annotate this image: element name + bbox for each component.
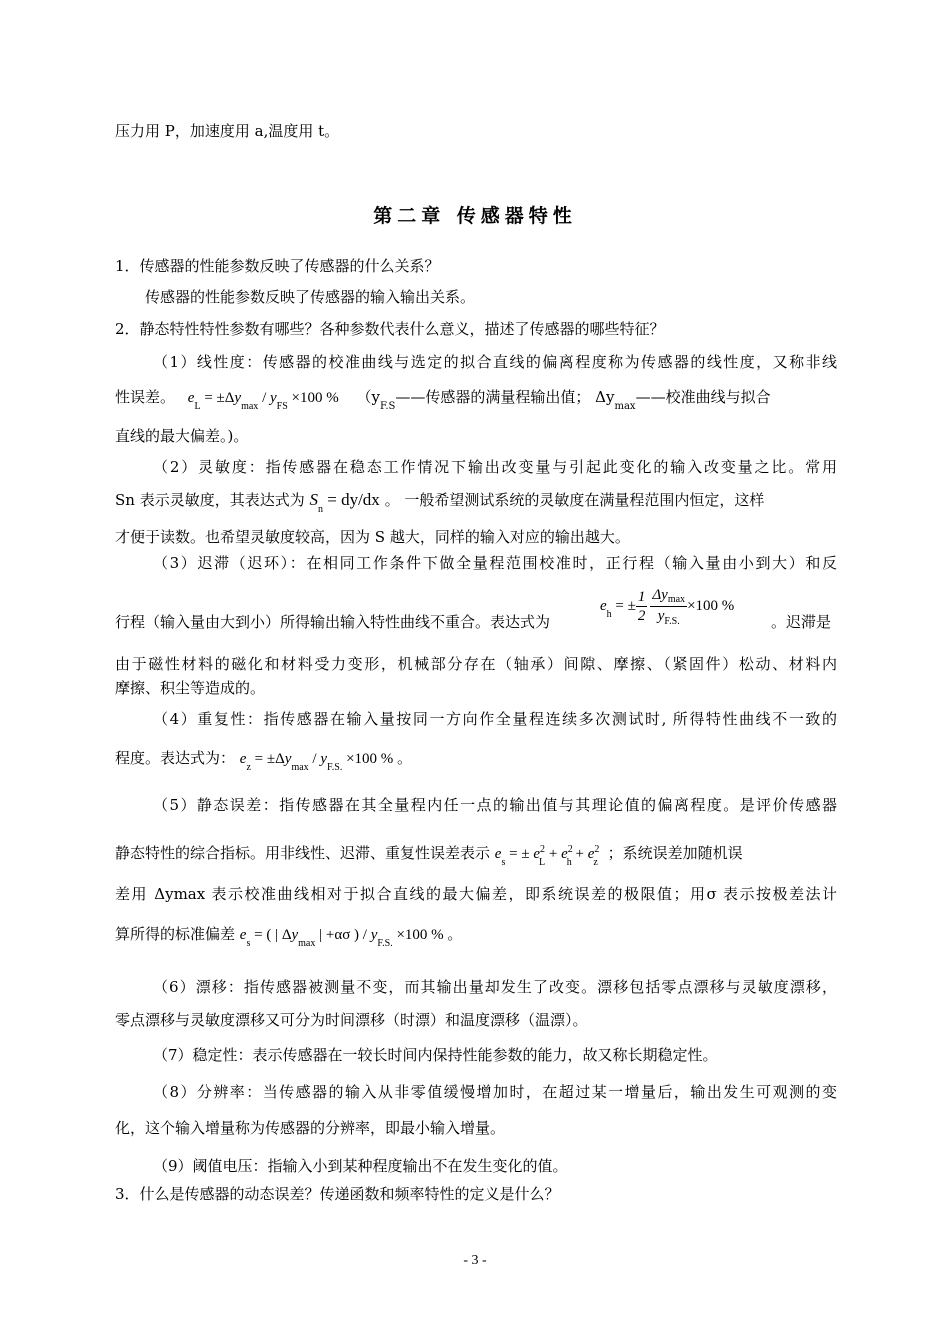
linearity-line-2: [115, 387, 837, 410]
hysteresis-line-2: [115, 587, 837, 632]
sensitivity-prefix: Sn 表示灵敏度，其表达式为: [115, 491, 305, 509]
linearity-line-3: 直线的最大偏差。)。: [115, 427, 249, 445]
sensitivity-line-1: （2）灵敏度：指传感器在稳态工作情况下输出改变量与引起此变化的输入改变量之比。常用: [153, 458, 837, 476]
sensitivity-formula: $S_n = dy/dx$: [309, 490, 380, 515]
hysteresis-line-4: 摩擦、积尘等造成的。: [115, 679, 266, 697]
question-1: 1．传感器的性能参数反映了传感器的什么关系？: [115, 257, 440, 275]
repeatability-line-2: [115, 748, 837, 771]
static-error-line-3: 差用 Δymax 表示校准曲线相对于拟合直线的最大偏差，即系统误差的极限值；用σ 表示按极差法计: [115, 885, 837, 903]
sensitivity-line-3: 才便于读数。也希望灵敏度较高，因为 S 越大，同样的输入对应的输出越大。: [115, 528, 630, 546]
static-error-line-4: [115, 924, 837, 947]
static-error-std-prefix: 算所得的标准偏差: [115, 925, 236, 943]
resolution-line-1: （8）分辨率：当传感器的输入从非零值缓慢增加时，在超过某一增量后，输出发生可观测的变: [153, 1083, 837, 1101]
linearity-formula: $e_L = \pm\Delta y_{max} / y_{FS} \times 100$ %: [187, 390, 339, 412]
hysteresis-suffix: 。迟滞是: [771, 613, 832, 631]
hysteresis-line-3: 由于磁性材料的磁化和材料受力变形，机械部分存在（轴承）间隙、摩擦、（紧固件）松动、材料内: [115, 655, 837, 673]
chapter-heading: 第二章 传感器特性: [373, 205, 577, 227]
drift-line-1: （6）漂移：指传感器被测量不变，而其输出量却发生了改变。漂移包括零点漂移与灵敏度漂移，: [153, 978, 837, 996]
static-error-line-1: （5）静态误差：指传感器在其全量程内任一点的输出值与其理论值的偏离程度。是评价传感器: [153, 796, 837, 814]
repeatability-formula: $e_z = \pm\Delta y_{max} / y_{F.S.} \times 100$ %: [239, 751, 394, 773]
linearity-note: （$y_{F.S}——$传感器的满量程输出值； $\Delta y_{max}——$校准曲线与拟合: [356, 388, 771, 412]
std-error-formula: $e_s$ = ( | $\Delta y_{max}$ | +ασ ) / $y_{F.S.} \times 100$ %: [239, 927, 444, 949]
hysteresis-prefix: 行程（输入量由大到小）所得输出输入特性曲线不重合。表达式为: [115, 613, 551, 631]
static-error-formula: $e_s$ = ± $e^2_L + e^2_h + e^2_z$: [494, 844, 600, 868]
repeatability-prefix: 程度。表达式为：: [115, 749, 236, 767]
hysteresis-formula: $e_h$ = ± $\frac{1}{2}$ $\frac{\Delta y_{max}}{y_{F.S.}}$ ×100 %: [600, 587, 735, 627]
stability-line: （7）稳定性：表示传感器在一较长时间内保持性能参数的能力，故又称长期稳定性。: [153, 1046, 718, 1064]
sensitivity-line-2: [115, 490, 837, 513]
static-error-std-suffix: 。: [447, 925, 463, 943]
resolution-line-2: 化，这个输入增量称为传感器的分辨率，即最小输入增量。: [115, 1119, 506, 1137]
intro-line: 压力用 P，加速度用 a,温度用 t。: [115, 122, 340, 140]
static-error-line-2: [115, 843, 837, 866]
linearity-line-1: （1）线性度：传感器的校准曲线与选定的拟合直线的偏离程度称为传感器的线性度，又称非线: [153, 353, 837, 371]
question-2: 2．静态特性特性参数有哪些？各种参数代表什么意义，描述了传感器的哪些特征？: [115, 320, 665, 338]
page-number: - 3 -: [463, 1253, 487, 1268]
answer-1: 传感器的性能参数反映了传感器的输入输出关系。: [145, 288, 476, 306]
repeatability-line-1: （4）重复性：指传感器在输入量按同一方向作全量程连续多次测试时, 所得特性曲线不一致的: [153, 710, 837, 728]
linearity-prefix: 性误差。: [115, 388, 176, 406]
static-error-suffix: ；系统误差加随机误: [607, 844, 743, 862]
drift-line-2: 零点漂移与灵敏度漂移又可分为时间漂移（时漂）和温度漂移（温漂）。: [115, 1011, 588, 1029]
repeatability-suffix: 。: [397, 749, 413, 767]
question-3: 3．什么是传感器的动态误差？传递函数和频率特性的定义是什么？: [115, 1185, 560, 1203]
hysteresis-line-1: （3）迟滞（迟环）：在相同工作条件下做全量程范围校准时，正行程（输入量由小到大）和反: [153, 554, 837, 572]
sensitivity-suffix: 。 一般希望测试系统的灵敏度在满量程范围内恒定，这样: [384, 491, 765, 509]
threshold-line: （9）阈值电压：指输入小到某种程度输出不在发生变化的值。: [153, 1157, 568, 1175]
static-error-prefix: 静态特性的综合指标。用非线性、迟滞、重复性误差表示: [115, 844, 491, 862]
